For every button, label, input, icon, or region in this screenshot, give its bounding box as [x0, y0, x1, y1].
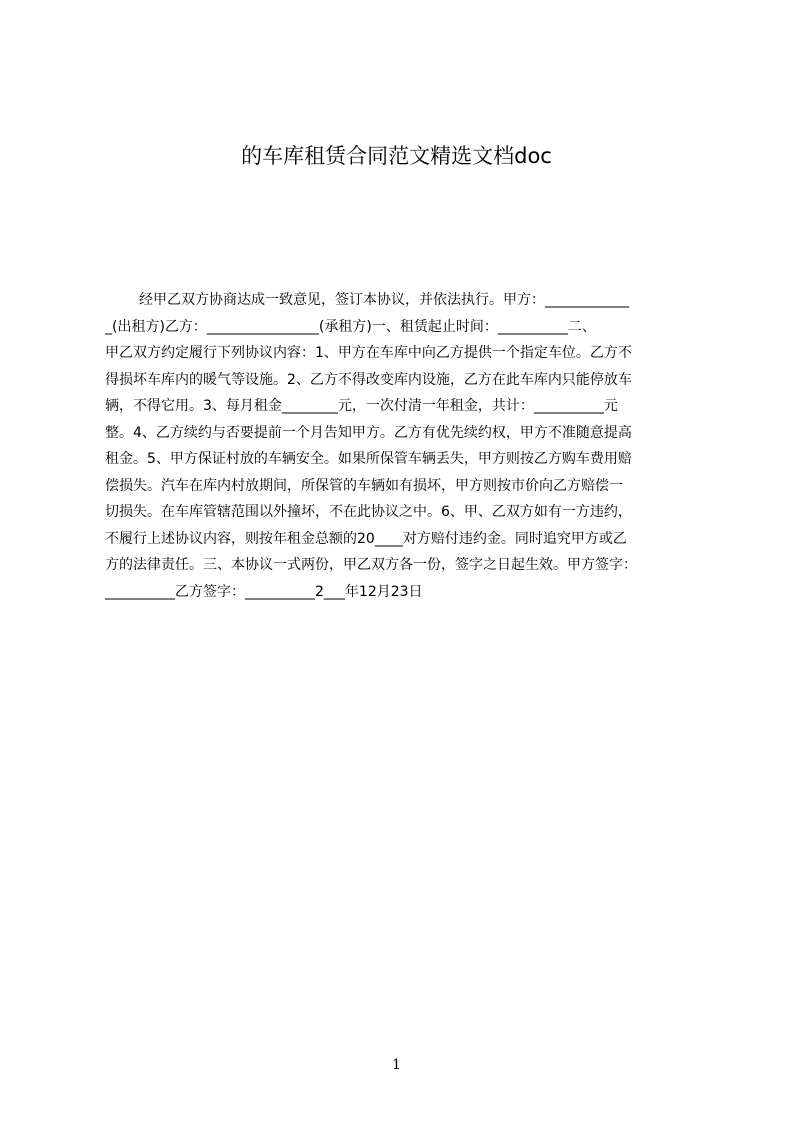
body-line: 经甲乙双方协商达成一致意见，签订本协议，并依法执行。甲方：____________: [139, 292, 629, 308]
body-line: 方的法律责任。三、本协议一式两份，甲乙双方各一份，签字之日起生效。甲方签字：: [105, 557, 637, 573]
contract-body: [105, 287, 702, 607]
body-line: 甲乙双方约定履行下列协议内容：1、甲方在车库中向乙方提供一个指定车位。乙方不: [105, 345, 632, 361]
body-line: 得损坏车库内的暖气等设施。2、乙方不得改变库内设施，乙方在此车库内只能停放车: [105, 371, 632, 388]
body-line: 切损失。在车库管辖范围以外撞坏，不在此协议之中。6、甲、乙双方如有一方违约，: [105, 504, 632, 520]
body-line: __________乙方签字：__________2___年12月23日: [105, 583, 423, 600]
body-line: _(出租方)乙方：________________(承租方)一、租赁起止时间：__________二、: [105, 318, 596, 335]
body-line: 整。4、乙方续约与否要提前一个月告知甲方。乙方有优先续约权，甲方不准随意提高: [105, 424, 632, 441]
body-line: 租金。5、甲方保证村放的车辆安全。如果所保管车辆丢失，甲方则按乙方购车费用赔: [105, 451, 632, 467]
page-number: 1: [392, 1057, 401, 1073]
body-line: 辆，不得它用。3、每月租金________元，一次付清一年租金，共计：__________元: [105, 398, 618, 414]
document-title: 的车库租赁合同范文精选文档doc: [241, 144, 552, 168]
body-line: 偿损失。汽车在库内村放期间，所保管的车辆如有损坏，甲方则按市价向乙方赔偿一: [105, 477, 623, 494]
body-line: 不履行上述协议内容，则按年租金总额的20____对方赔付违约金。同时追究甲方或乙: [105, 530, 627, 547]
